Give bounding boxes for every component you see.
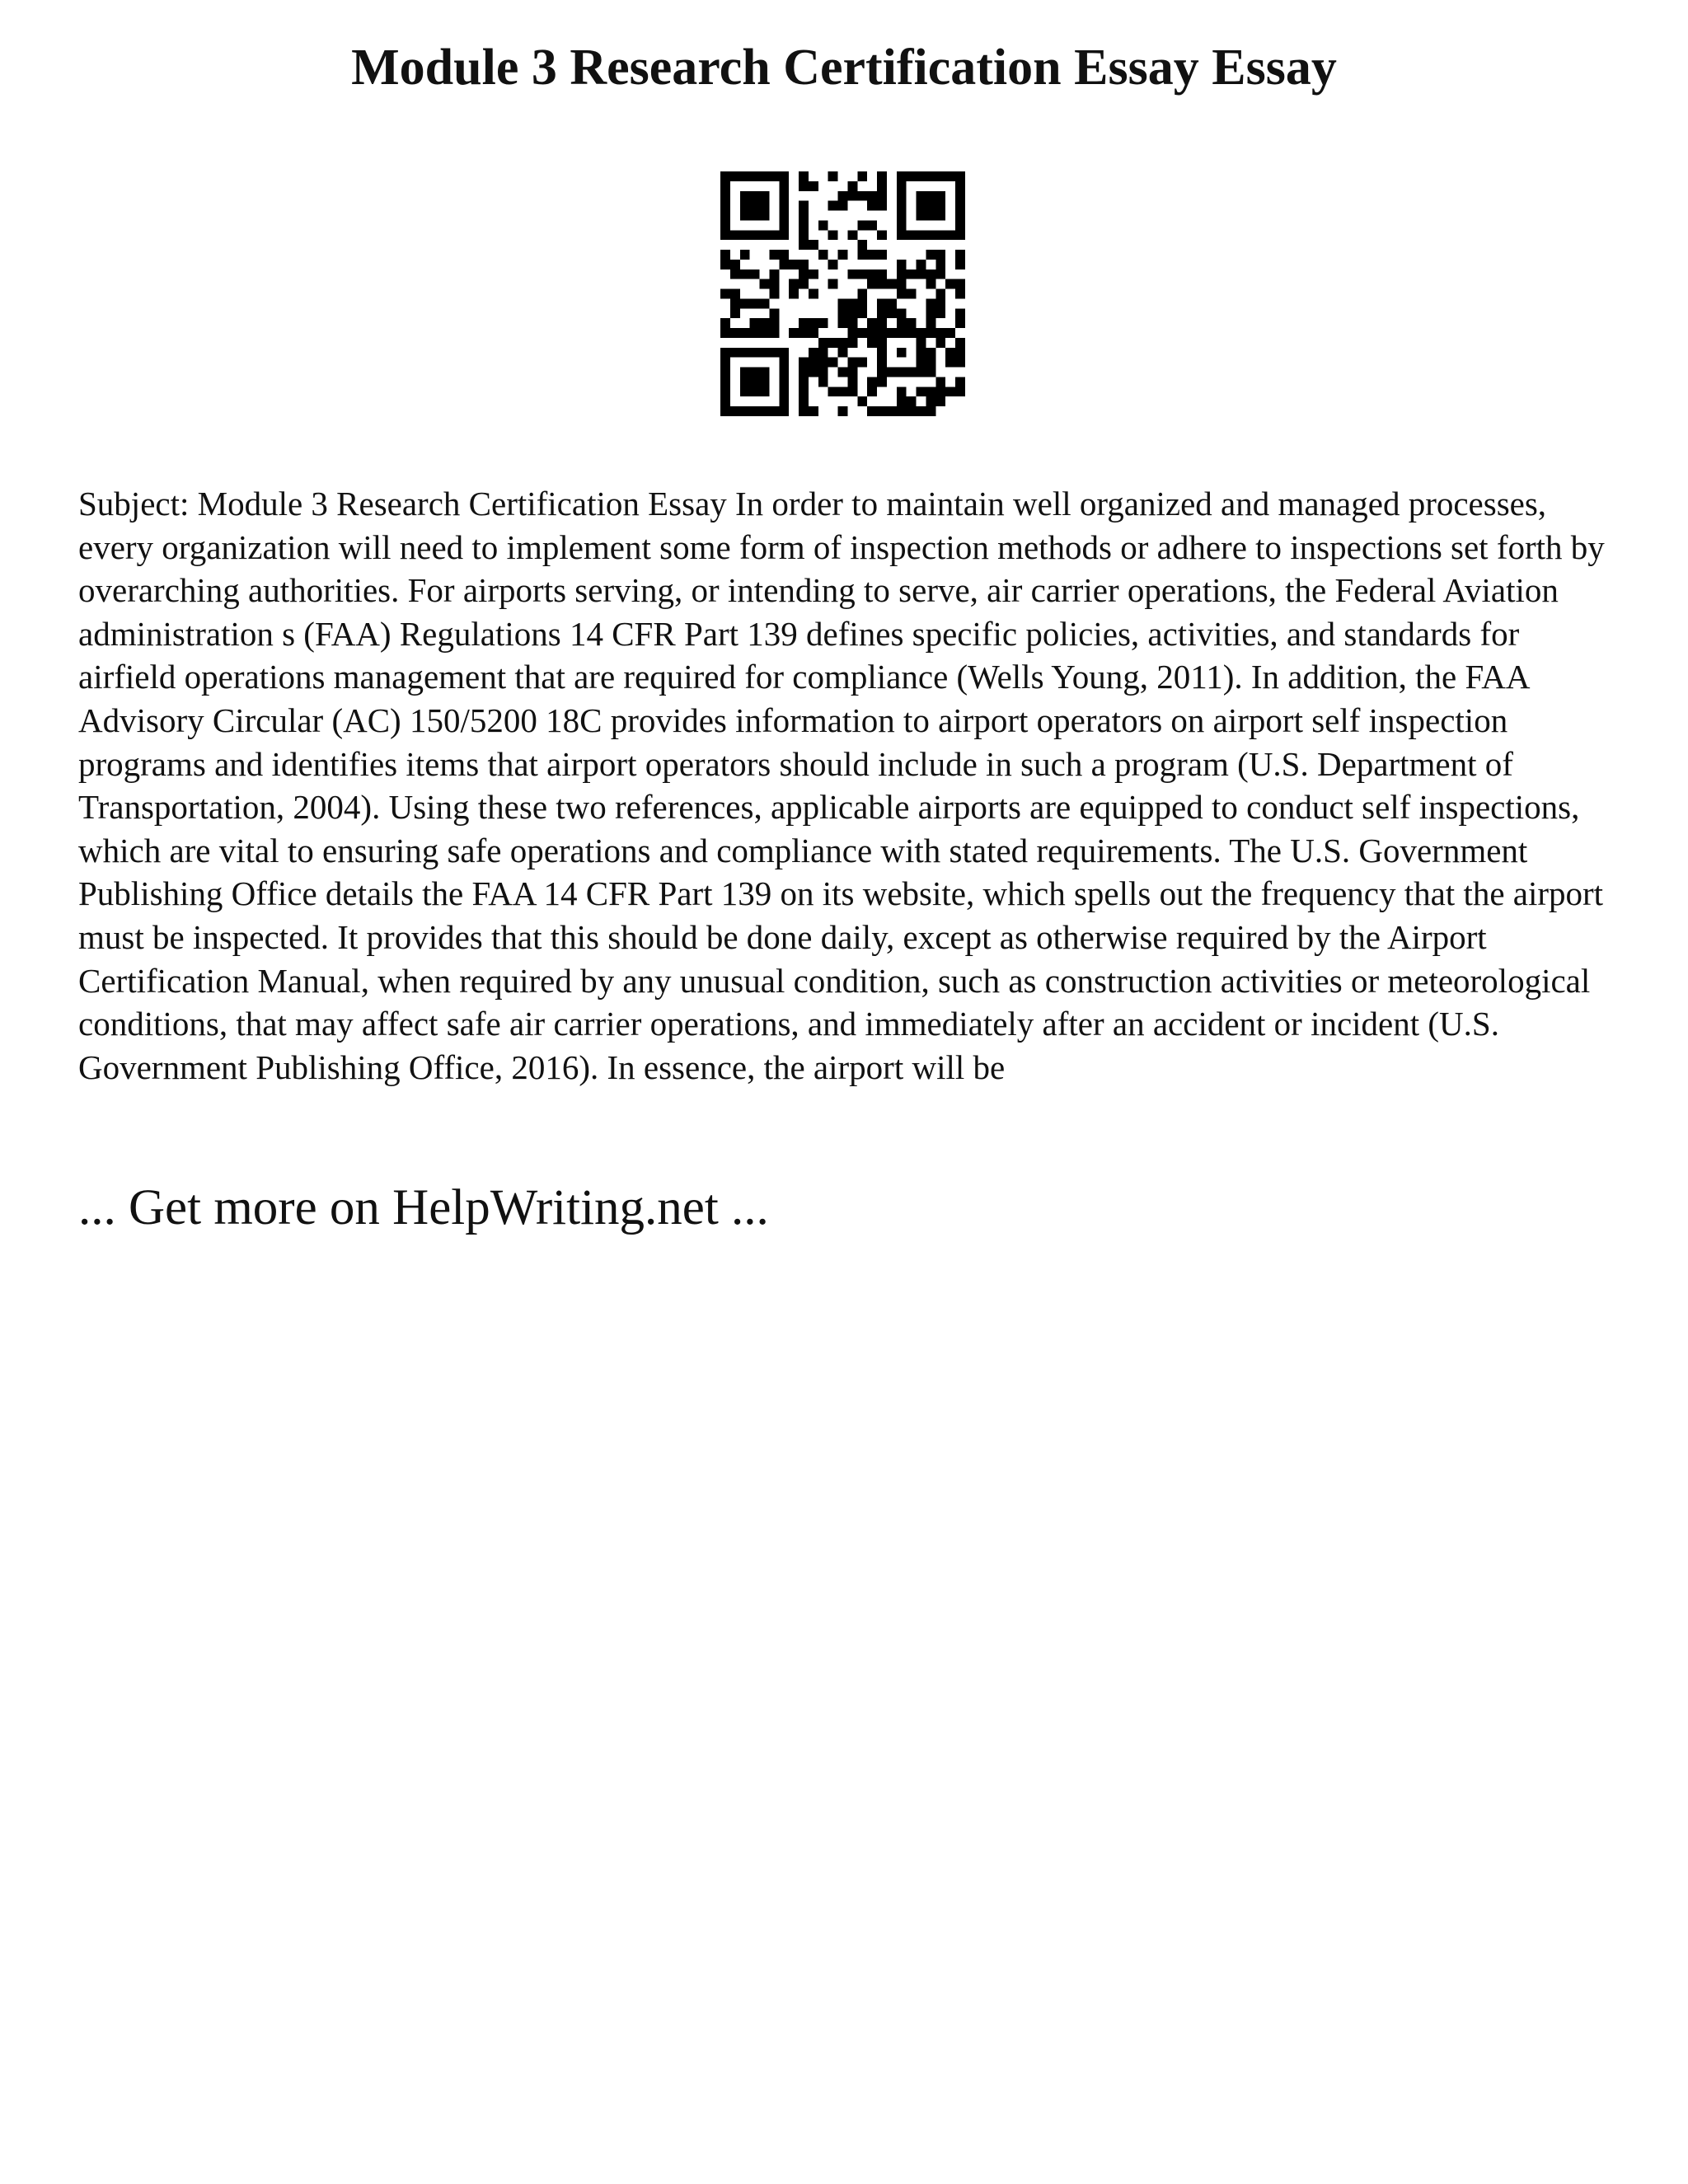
essay-excerpt: Subject: Module 3 Research Certification Essay In order to maintain well organized and managed processes, every organization will need to implement some form of inspection methods or adhere to inspections set forth by overarching authorities. For airports serving, or intending to serve, air carrier operations, the Federal Aviation administration s (FAA) Regulations 14 CFR Part 139 defines specific policies, activities, and standards for airfield operations management that are required for compliance (Wells Young, 2011). In addition, the FAA Advisory Circular (AC) 150/5200 18C provides information to airport operators on airport self inspection programs and identifies items that airport operators should include in such a program (U.S. Department of Transportation, 2004). Using these two references, applicable airports are equipped to conduct self inspections, which are vital to ensuring safe operations and compliance with stated requirements. The U.S. Government Publishing Office details the FAA 14 CFR Part 139 on its website, which spells out the frequency that the airport must be inspected. It provides that this should be done daily, except as otherwise required by the Airport Certification Manual, when required by any unusual condition, such as construction activities or meteorological conditions, that may affect safe air carrier operations, and immediately after an accident or incident (U.S. Government Publishing Office, 2016). In essence, the airport will be [78,485,1605,1086]
document-title: Module 3 Research Certification Essay Essay [351,40,1337,96]
qr-code-icon [720,171,965,416]
get-more-link[interactable]: ... Get more on HelpWriting.net ... [78,1180,769,1235]
